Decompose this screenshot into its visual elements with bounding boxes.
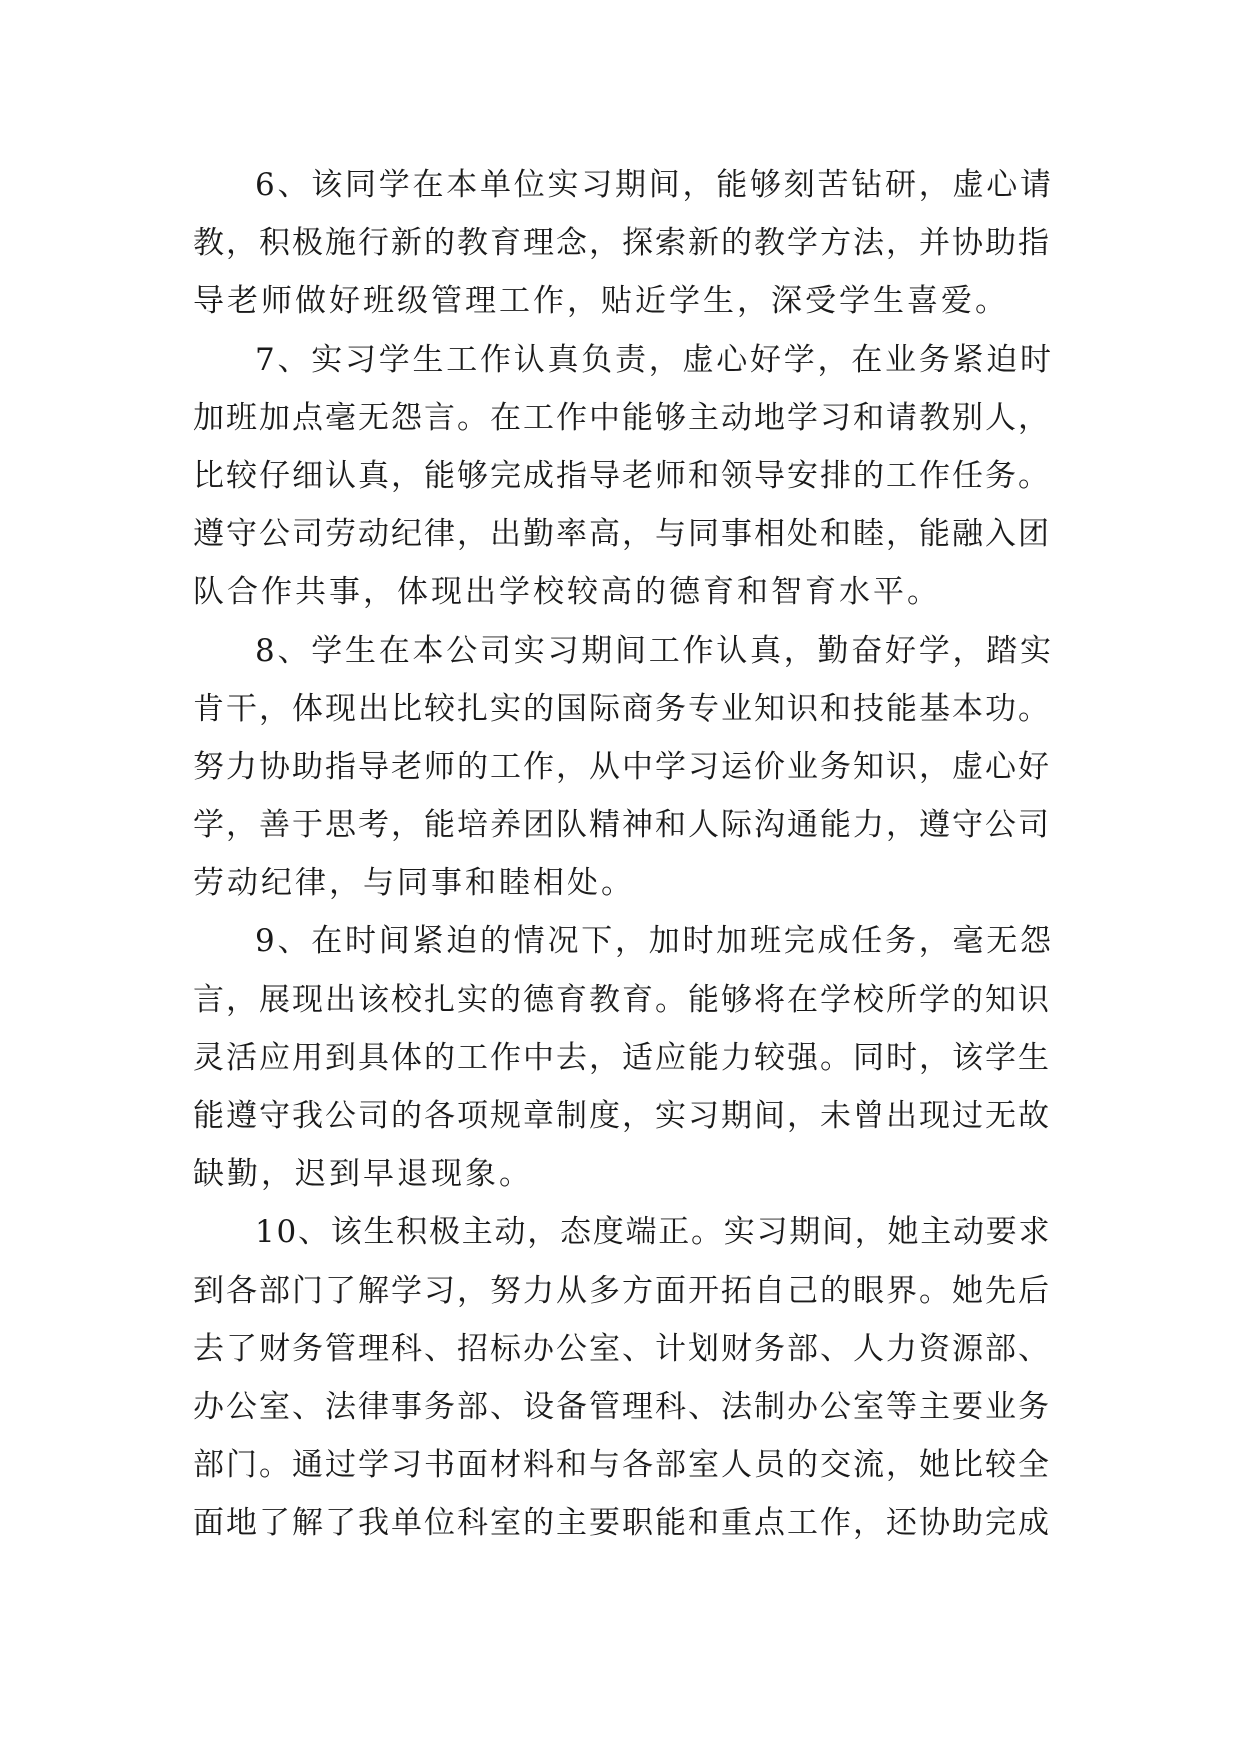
paragraph-line: 到各部门了解学习，努力从多方面开拓自己的眼界。她先后	[193, 1272, 1051, 1309]
paragraph-line: 遵守公司劳动纪律，出勤率高，与同事相处和睦，能融入团	[193, 516, 1051, 553]
paragraph-line: 比较仔细认真，能够完成指导老师和领导安排的工作任务。	[193, 457, 1051, 494]
paragraph-line: 办公室、法律事务部、设备管理科、法制办公室等主要业务	[193, 1388, 1051, 1425]
paragraph-line: 努力协助指导老师的工作，从中学习运价业务知识，虚心好	[193, 748, 1051, 785]
paragraph-line: 劳动纪律，与同事和睦相处。	[193, 865, 635, 902]
paragraph-line: 能遵守我公司的各项规章制度，实习期间，未曾出现过无故	[193, 1098, 1051, 1134]
paragraph-first-line: 9、在时间紧迫的情况下，加时加班完成任务，毫无怨	[255, 923, 1054, 960]
paragraph-line: 缺勤，迟到早退现象。	[193, 1156, 533, 1193]
paragraph-first-line: 8、学生在本公司实习期间工作认真，勤奋好学，踏实	[255, 632, 1054, 669]
paragraph-line: 加班加点毫无怨言。在工作中能够主动地学习和请教别人，	[193, 399, 1051, 436]
paragraph-line: 面地了解了我单位科室的主要职能和重点工作，还协助完成	[193, 1505, 1051, 1542]
paragraph-line: 言，展现出该校扎实的德育教育。能够将在学校所学的知识	[193, 981, 1051, 1018]
paragraph-line: 导老师做好班级管理工作，贴近学生，深受学生喜爱。	[193, 283, 1009, 320]
paragraph-line: 部门。通过学习书面材料和与各部室人员的交流，她比较全	[193, 1447, 1051, 1484]
paragraph-first-line: 6、该同学在本单位实习期间，能够刻苦钻研，虚心请	[255, 167, 1054, 203]
paragraph-first-line: 10、该生积极主动，态度端正。实习期间，她主动要求	[255, 1214, 1052, 1251]
paragraph-line: 教，积极施行新的教育理念，探索新的教学方法，并协助指	[193, 225, 1051, 262]
paragraph-line: 灵活应用到具体的工作中去，适应能力较强。同时，该学生	[193, 1039, 1051, 1076]
document-body	[193, 156, 1055, 1553]
paragraph-line: 队合作共事，体现出学校较高的德育和智育水平。	[193, 574, 941, 611]
paragraph-line: 学，善于思考，能培养团队精神和人际沟通能力，遵守公司	[193, 807, 1051, 844]
paragraph-line: 肯干，体现出比较扎实的国际商务专业知识和技能基本功。	[193, 690, 1051, 727]
paragraph-first-line: 7、实习学生工作认真负责，虚心好学，在业务紧迫时	[255, 341, 1054, 378]
paragraph-line: 去了财务管理科、招标办公室、计划财务部、人力资源部、	[193, 1330, 1051, 1367]
